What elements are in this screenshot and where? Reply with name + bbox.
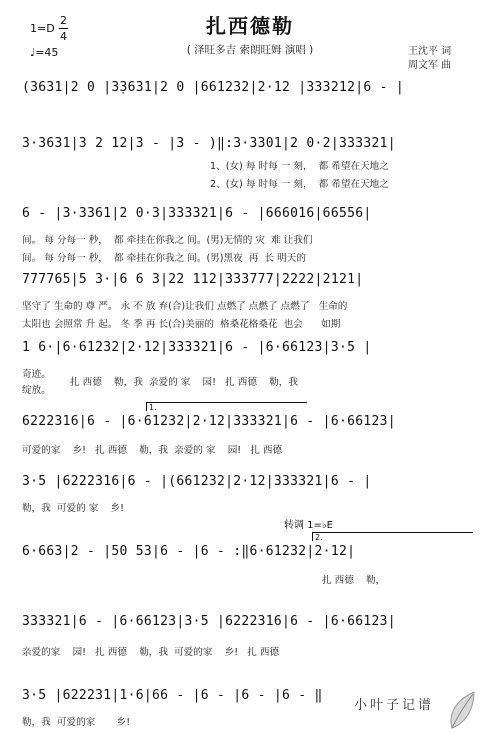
- time-signature-top: 2: [60, 14, 67, 27]
- score-row-3: 6 - |3·3361|2 0·3|333321|6 - |666016|66556|: [22, 206, 372, 221]
- lyric-line-9: 扎 西德 勒，我 亲爱的 家 园! 扎 西德 勒，我: [70, 377, 298, 388]
- composer-credit: 周文军 曲: [408, 60, 452, 71]
- lyric-line-4: 间。 每 分每一 秒， 都 牵挂在你我之 间。(男)黑夜 再 长 明天的: [22, 253, 306, 264]
- score-row-2: 3·3631|3 2 12|3 - |3 - )‖:3·3301|2 0·2|333321|: [22, 136, 396, 151]
- time-signature-line: [59, 28, 68, 29]
- modulation-mark: 转调 1=♭E: [284, 520, 333, 531]
- lyric-line-14: 勒，我 可爱的家 乡!: [22, 717, 131, 728]
- volta-bracket-2: [312, 532, 473, 541]
- lyric-line-7: 奇迹。: [22, 369, 51, 380]
- lyric-line-12: 扎 西德 勒，: [322, 575, 386, 586]
- lyric-line-10: 可爱的家 乡! 扎 西德 勒，我 亲爱的 家 园! 扎 西德: [22, 445, 283, 456]
- volta-number-1: 1.: [149, 403, 157, 412]
- score-row-1: (3631|2 0 |3̣3631|2 0 |661232|2·12 |333212|6 - |: [22, 80, 404, 95]
- lyric-line-8: 绽放。: [22, 385, 51, 396]
- score-row-10: 3·5 |622231|1·6|66 - |6 - |6 - |6 - ‖: [22, 688, 323, 703]
- lyric-line-11: 勒，我 可爱的 家 乡!: [22, 503, 124, 514]
- score-row-4: 777765|5 3·|6 6 3|22 112|333777|2222|2121|: [22, 272, 364, 287]
- performers: ( 泽旺多吉 索朗旺姆 演唱 ): [186, 44, 314, 56]
- volta-number-2: 2.: [315, 533, 323, 542]
- score-row-5: 1 6·|6·61232|2·12|333321|6 - |6·66123|3·5 |: [22, 340, 372, 355]
- song-title: 扎西德勒: [206, 14, 294, 38]
- lyric-line-2: 2、(女) 每 时每 一 刻， 都 希望在天地之: [210, 179, 389, 190]
- key-signature: 1=D: [30, 22, 55, 35]
- lyric-line-13: 亲爱的家 园! 扎 西德 勒，我 可爱的家 乡! 扎 西德: [22, 647, 280, 658]
- time-signature-bottom: 4: [60, 30, 67, 43]
- lyric-line-3: 间。 每 分每一 秒， 都 牵挂在你我之 间。(男)无情的 灾 难 让我们: [22, 235, 313, 246]
- volta-bracket-1: [146, 402, 307, 411]
- lyricist-credit: 王沈平 词: [408, 46, 452, 57]
- score-row-9: 333321|6 - |6·66123|3·5 |6222316|6 - |6·66123|: [22, 614, 396, 629]
- score-row-7: 3·5 |6222316|6 - |(661232|2·12|333321|6 - |: [22, 474, 372, 489]
- lyric-line-5: 坚守了 生命的 尊 严。 永 不 放 弃(合)让我们 点燃了 点燃了 点燃了 生命的: [22, 301, 348, 312]
- score-row-8: 6·663|2 - |50 53|6 - |6 - :‖6·61232|2·12|: [22, 544, 356, 559]
- tempo-mark: ♩=45: [30, 46, 59, 59]
- score-row-6: 6222316|6 - |6·61232|2·12|333321|6 - |6·66123|: [22, 414, 396, 429]
- lyric-line-6: 太阳也 会照常 升 起。 冬 季 再 长(合)美丽的 格桑花格桑花 也会 如期: [22, 319, 341, 330]
- lyric-line-1: 1、(女) 每 时每 一 刻， 都 希望在天地之: [210, 161, 389, 172]
- watermark-text: 小叶子记谱: [354, 698, 435, 713]
